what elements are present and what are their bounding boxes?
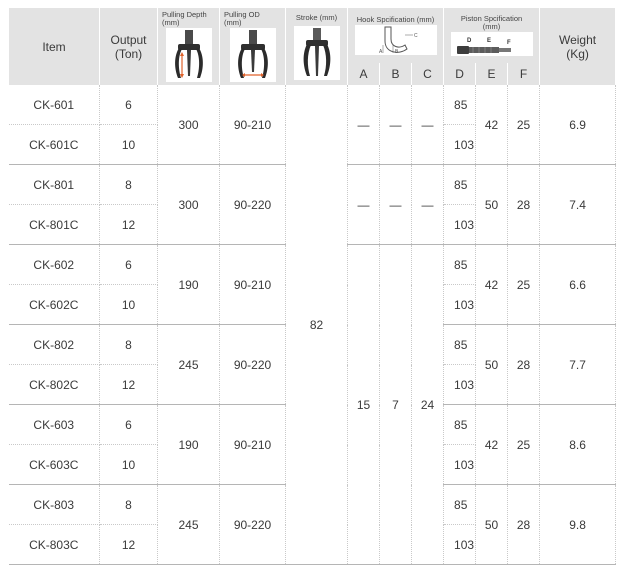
diagram-label-e: E [486,38,491,44]
hook-b-cell: 7 [380,245,412,565]
header-sub-c: C [412,63,444,85]
output-cell: 12 [100,365,158,405]
diagram-label-d: D [466,38,471,44]
weight-cell: 6.9 [540,85,616,165]
piston-d-cell: 103 [444,525,476,565]
diagram-label-f: F [506,40,511,46]
piston-f-cell: 25 [508,245,540,325]
piston-e-cell: 50 [476,485,508,565]
output-cell: 10 [100,125,158,165]
item-cell: CK-601C [9,125,100,165]
piston-e-cell: 42 [476,245,508,325]
output-cell: 12 [100,205,158,245]
piston-e-cell: 50 [476,325,508,405]
header-weight: Weight (Kg) [540,8,616,85]
piston-d-cell: 103 [444,125,476,165]
od-cell: 90-210 [220,245,286,325]
hook-b-dash: — [380,85,412,165]
header-hook-spec: Hook Spcification (mm) A B C [348,8,444,63]
table-row [9,85,616,125]
depth-cell: 190 [158,245,220,325]
piston-diagram-icon [451,32,533,56]
od-cell: 90-210 [220,405,286,485]
weight-cell: 7.7 [540,325,616,405]
output-cell: 6 [100,85,158,125]
puller-od-icon [230,28,276,82]
header-sub-b: B [380,63,412,85]
header-item: Item [9,8,100,85]
weight-cell: 6.6 [540,245,616,325]
hook-a-cell: 15 [348,245,380,565]
hook-a-dash: — [348,165,380,245]
piston-d-cell: 85 [444,165,476,205]
piston-d-cell: 85 [444,245,476,285]
item-cell: CK-602 [9,245,100,285]
header-pulling-depth: Pulling Depth (mm) [158,8,220,85]
item-cell: CK-801C [9,205,100,245]
piston-e-cell: 42 [476,405,508,485]
piston-d-cell: 85 [444,85,476,125]
od-cell: 90-220 [220,325,286,405]
spec-table [8,8,616,565]
piston-f-cell: 25 [508,85,540,165]
stroke-cell: 82 [286,85,348,565]
depth-cell: 300 [158,85,220,165]
output-cell: 10 [100,445,158,485]
output-cell: 10 [100,285,158,325]
piston-d-cell: 85 [444,485,476,525]
depth-cell: 245 [158,485,220,565]
hook-c-cell: 24 [412,245,444,565]
piston-e-cell: 50 [476,165,508,245]
od-cell: 90-220 [220,165,286,245]
piston-d-cell: 103 [444,445,476,485]
item-cell: CK-802C [9,365,100,405]
hook-c-dash: — [412,165,444,245]
piston-d-cell: 85 [444,405,476,445]
item-cell: CK-803 [9,485,100,525]
weight-cell: 7.4 [540,165,616,245]
piston-f-cell: 28 [508,485,540,565]
hook-b-dash: — [380,165,412,245]
output-cell: 6 [100,405,158,445]
svg-text:B: B [394,49,398,55]
od-cell: 90-220 [220,485,286,565]
hook-a-dash: — [348,85,380,165]
depth-cell: 300 [158,165,220,245]
header-sub-f: F [508,63,540,85]
item-cell: CK-601 [9,85,100,125]
header-output: Output (Ton) [100,8,158,85]
header-stroke: Stroke (mm) [286,8,348,85]
item-cell: CK-603C [9,445,100,485]
od-cell: 90-210 [220,85,286,165]
item-cell: CK-603 [9,405,100,445]
depth-cell: 190 [158,405,220,485]
output-cell: 8 [100,165,158,205]
svg-text:A: A [378,49,382,55]
output-cell: 8 [100,325,158,365]
piston-d-cell: 103 [444,365,476,405]
output-cell: 8 [100,485,158,525]
piston-e-cell: 42 [476,85,508,165]
piston-d-cell: 103 [444,205,476,245]
piston-f-cell: 28 [508,325,540,405]
header-piston-spec: Piston Spcification (mm) D E F [444,8,540,63]
hook-c-dash: — [412,85,444,165]
svg-text:C: C [413,33,418,39]
item-cell: CK-801 [9,165,100,205]
depth-cell: 245 [158,325,220,405]
piston-d-cell: 103 [444,285,476,325]
weight-cell: 8.6 [540,405,616,485]
piston-f-cell: 28 [508,165,540,245]
header-sub-e: E [476,63,508,85]
output-cell: 6 [100,245,158,285]
output-cell: 12 [100,525,158,565]
weight-cell: 9.8 [540,485,616,565]
piston-f-cell: 25 [508,405,540,485]
item-cell: CK-803C [9,525,100,565]
puller-stroke-icon [294,26,340,80]
puller-depth-icon [166,28,212,82]
header-sub-a: A [348,63,380,85]
hook-diagram-icon [355,25,437,55]
piston-d-cell: 85 [444,325,476,365]
item-cell: CK-602C [9,285,100,325]
header-pulling-od: Pulling OD (mm) [220,8,286,85]
item-cell: CK-802 [9,325,100,365]
header-sub-d: D [444,63,476,85]
